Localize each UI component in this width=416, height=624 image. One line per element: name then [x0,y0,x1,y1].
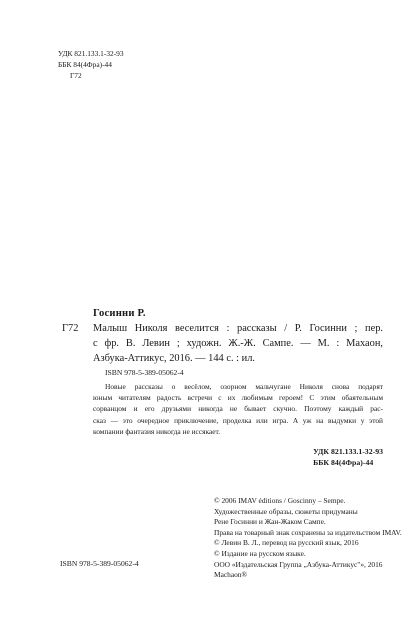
copyright-line: Рене Госинни и Жан-Жаком Сампе. [214,517,326,527]
catalog-author-mark: Г72 [62,323,79,334]
bbk-code: ББК 84(4Фра)-44 [58,60,112,69]
annotation-line-1: Новые рассказы о весёлом, озорном мальчугане Николя снова подарят [105,382,383,391]
classification-codes-right [313,446,383,468]
catalog-entry-line-2: с фр. В. Левин ; художн. Ж.-Ж. Сампе. — М. : Махаон, [93,338,383,350]
copyright-line: Права на товарный знак сохранены за издательством IMAV. [214,527,402,537]
copyright-line: © Издание на русском языке. [214,548,306,558]
author-mark: Г72 [70,71,82,80]
copyright-line: ООО «Издательская Группа „Азбука-Аттикус"», 2016 [214,559,383,569]
catalog-entry [93,321,383,367]
annotation-line-2: юным читателям радость встречи с их любимым героем! С этим обаятельным [93,393,383,403]
catalog-entry-line-3: Азбука-Аттикус, 2016. — 144 с. : ил. [93,353,255,365]
udk-code-right: УДК 821.133.1-32-93 [313,447,383,456]
catalog-entry-line-1: Малыш Николя веселится : рассказы / Р. Госинни ; пер. [93,323,383,334]
classification-codes-top [58,48,124,81]
copyright-line: © Левин В. Л., перевод на русский язык, 2016 [214,538,359,548]
isbn-bottom: ISBN 978-5-389-05062-4 [60,559,139,568]
catalog-author: Госинни Р. [93,308,146,319]
copyright-line: © 2006 IMAV éditions / Goscinny – Sempe. [214,496,346,505]
copyright-line: Machaon® [214,570,248,580]
udk-code: УДК 821.133.1-32-93 [58,49,124,58]
annotation-line-5: компании фантазия никогда не иссякает. [93,426,221,436]
copyright-line: Художественные образы, сюжеты придуманы [214,506,358,516]
annotation-line-4: сказ — это очередное приключение, проделка или игра. А уж на выдумки у этой [93,415,383,425]
annotation-line-3: сорванцом и его друзьями никогда не бывает скучно. Поэтому каждый рас- [93,404,383,414]
bbk-code-right: ББК 84(4Фра)-44 [313,458,374,467]
catalog-isbn: ISBN 978-5-389-05062-4 [105,368,184,377]
copyright-block [214,496,402,581]
annotation [93,381,383,437]
